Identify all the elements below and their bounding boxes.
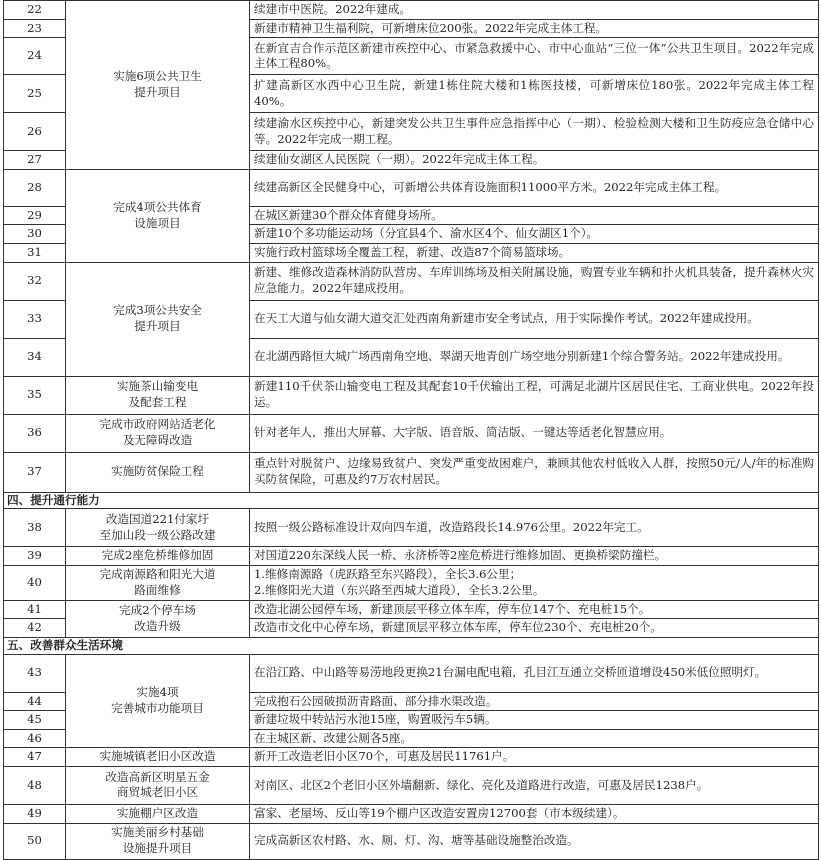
content-line: 1.维修南源路（虎跃路至东兴路段），全长3.6公里； [254,567,522,582]
project-name-line: 完成2个停车场 [119,603,196,618]
row-number: 23 [4,19,66,38]
row-number: 39 [4,547,66,566]
project-content: 在城区新建30个群众体育健身场所。 [250,206,819,225]
section-heading: 五、改善群众生活环境 [4,637,819,654]
project-content: 按照一级公路标准设计双向四车道，改造路段长14.976公里。2022年完工。 [250,509,819,547]
project-name: 完成2座危桥维修加固 [66,547,250,566]
project-name [66,1,250,170]
row-number: 30 [4,225,66,244]
table-row [4,414,819,452]
project-name-line: 设施项目 [134,215,181,230]
project-name: 实施防贫保险工程 [66,452,250,492]
project-name-line: 完成南源路和阳光大道 [99,567,216,582]
project-content: 新建、维修改造森林消防队营房、车库训练场及相关附属设施，购置专业车辆和扑火机具装备，提升森林火灾应急能力。2022年建成投用。 [250,262,819,300]
row-number: 50 [4,823,66,859]
row-number: 33 [4,300,66,338]
project-name [66,376,250,414]
row-number: 44 [4,692,66,711]
project-name-line: 完善城市功能项目 [111,700,204,715]
project-name [66,414,250,452]
section-header-row [4,637,819,654]
row-number: 24 [4,38,66,75]
project-content: 完成高新区农村路、水、厕、灯、沟、塘等基础设施整治改造。 [250,823,819,859]
project-name-line: 实施美丽乡村基础 [111,825,204,840]
project-content: 在主城区新、改建公厕各5座。 [250,729,819,748]
row-number: 22 [4,1,66,20]
project-content: 续建渝水区疾控中心，新建突发公共卫生事件应急指挥中心（一期）、检验检测大楼和卫生防疫应急仓储中心等。2022年完成一期工程。 [250,113,819,151]
project-name-line: 实施4项 [136,685,179,700]
row-number: 36 [4,414,66,452]
project-name-line: 及无障碍改造 [122,433,193,448]
project-content: 实施行政村篮球场全覆盖工程，新建、改造87个简易篮球场。 [250,243,819,262]
project-table [3,0,819,860]
table-row [4,262,819,300]
table-row [4,452,819,492]
row-number: 32 [4,262,66,300]
project-content [250,565,819,600]
project-name-line: 至加山段一级公路改建 [99,527,216,542]
project-content: 改造市文化中心停车场，新建顶层平移立体车库，停车位230个、充电桩20个。 [250,619,819,638]
section-heading: 四、提升通行能力 [4,492,819,509]
project-name-line: 改造升级 [134,618,181,633]
row-number: 28 [4,169,66,206]
project-name [66,654,250,748]
project-content: 重点针对脱贫户、边缘易致贫户、突发严重变故困难户，兼顾其他农村低收入人群，按照50元/人/年的标准购买防贫保险，可惠及约7万农村居民。 [250,452,819,492]
project-name-line: 路面维修 [134,582,181,597]
row-number: 37 [4,452,66,492]
project-name-line: 及配套工程 [128,395,187,410]
project-content: 在新宜吉合作示范区新建市疾控中心、市紧急救援中心、市中心血站“三位一体”公共卫生项目。2022年完成主体工程80%。 [250,38,819,75]
content-line: 2.维修阳光大道（东兴路至西城大道段），全长3.2公里。 [254,582,545,597]
project-name-line: 完成4项公共体育 [113,200,202,215]
project-content: 在沿江路、中山路等易涝地段更换21台漏电配电箱，孔目江互通立交桥匝道增设450米低位照明灯。 [250,654,819,692]
row-number: 49 [4,804,66,823]
project-content: 在北湖西路恒大城广场西南角空地、翠湖天地青创广场空地分别新建1个综合警务站。2022年建成投用。 [250,338,819,376]
project-name: 实施棚户区改造 [66,804,250,823]
table-row [4,565,819,600]
table-row [4,1,819,20]
row-number: 40 [4,565,66,600]
section-header-row [4,492,819,509]
project-name-line: 商贸城老旧小区 [116,785,199,800]
table-row [4,376,819,414]
project-content: 新开工改造老旧小区70个，可惠及居民11761户。 [250,748,819,767]
row-number: 26 [4,113,66,151]
project-content: 新建垃圾中转站污水池15座，购置吸污车5辆。 [250,711,819,730]
project-content: 新建110千伏茶山输变电工程及其配套10千伏输出工程，可满足北湖片区居民住宅、工商业供电。2022年投运。 [250,376,819,414]
project-content: 针对老年人，推出大屏幕、大字版、语音版、简洁版、一键达等适老化智慧应用。 [250,414,819,452]
row-number: 46 [4,729,66,748]
project-name [66,600,250,637]
project-name-line: 完成3项公共安全 [113,303,202,318]
row-number: 25 [4,75,66,113]
project-content: 对国道220东深线人民一桥、永济桥等2座危桥进行维修加固、更换桥梁防撞栏。 [250,547,819,566]
table-row [4,804,819,823]
project-content: 对南区、北区2个老旧小区外墙翻新、绿化、亮化及道路进行改造，可惠及居民1238户。 [250,766,819,804]
table-row [4,547,819,566]
project-name: 实施城镇老旧小区改造 [66,748,250,767]
project-name [66,766,250,804]
project-name-line: 提升项目 [134,319,181,334]
row-number: 31 [4,243,66,262]
project-name-line: 设施提升项目 [122,841,193,855]
table-row [4,823,819,859]
row-number: 45 [4,711,66,730]
row-number: 34 [4,338,66,376]
project-name [66,509,250,547]
project-name [66,565,250,600]
project-name-line: 实施6项公共卫生 [113,69,202,84]
row-number: 47 [4,748,66,767]
project-content: 改造北湖公园停车场，新建顶层平移立体车库，停车位147个、充电桩15个。 [250,600,819,619]
row-number: 38 [4,509,66,547]
table-row [4,600,819,619]
project-content: 扩建高新区水西中心卫生院，新建1栋住院大楼和1栋医技楼，可新增床位180张。2022年完成主体工程40%。 [250,75,819,113]
project-name-line: 改造国道221付家圩 [105,512,210,527]
row-number: 41 [4,600,66,619]
row-number: 43 [4,654,66,692]
project-content: 在天工大道与仙女湖大道交汇处西南角新建市安全考试点，用于实际操作考试。2022年建成投用。 [250,300,819,338]
row-number: 48 [4,766,66,804]
row-number: 35 [4,376,66,414]
project-name-line: 实施茶山输变电 [116,379,199,394]
row-number: 27 [4,151,66,170]
project-content: 续建市中医院。2022年建成。 [250,1,819,20]
table-row [4,654,819,692]
project-content: 续建仙女湖区人民医院（一期）。2022年完成主体工程。 [250,151,819,170]
table-row [4,766,819,804]
project-content: 新建10个多功能运动场（分宜县4个、渝水区4个、仙女湖区1个）。 [250,225,819,244]
table-row [4,748,819,767]
row-number: 29 [4,206,66,225]
table-row [4,509,819,547]
project-content: 续建高新区全民健身中心，可新增公共体育设施面积11000平方米。2022年完成主体工程。 [250,169,819,206]
project-name [66,823,250,859]
table-row [4,169,819,206]
project-name-line: 改造高新区明星五金 [105,769,210,784]
project-table-page [3,0,818,860]
project-content: 完成抱石公园破损沥青路面、部分排水渠改造。 [250,692,819,711]
project-name-line: 提升项目 [134,84,181,99]
row-number: 42 [4,619,66,638]
project-name [66,262,250,376]
project-name [66,169,250,262]
project-content: 新建市精神卫生福利院，可新增床位200张。2022年完成主体工程。 [250,19,819,38]
project-name-line: 完成市政府网站适老化 [99,417,216,432]
project-content: 富家、老屋场、反山等19个棚户区改造安置房12700套（市本级续建）。 [250,804,819,823]
